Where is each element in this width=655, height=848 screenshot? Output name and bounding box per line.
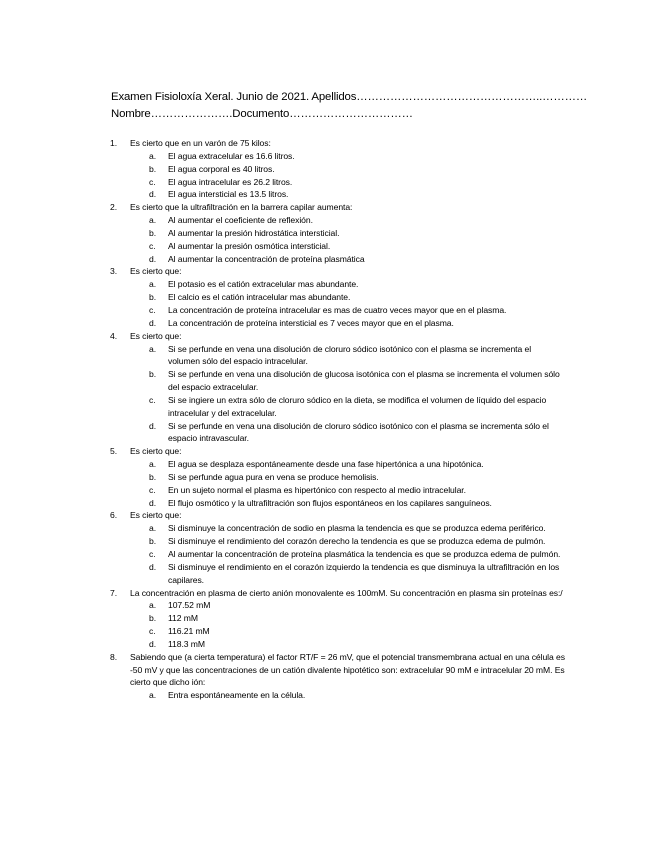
option-text: Al aumentar la concentración de proteína plasmática	[168, 253, 365, 264]
answer-options	[130, 343, 570, 446]
option-text: El agua corporal es 40 litros.	[168, 163, 275, 174]
answer-options	[130, 599, 570, 650]
answer-options	[130, 689, 570, 702]
answer-option	[130, 304, 570, 317]
question	[110, 587, 570, 651]
option-letter: a.	[149, 279, 157, 290]
answer-option	[130, 420, 570, 446]
option-text: El flujo osmótico y la ultrafiltración son flujos espontáneos en los capilares sanguíneos.	[168, 497, 492, 508]
option-text: 116.21 mM	[168, 626, 210, 637]
question-number: 6.	[110, 510, 118, 521]
answer-option	[130, 522, 570, 535]
question	[110, 201, 570, 265]
option-letter: d.	[149, 420, 157, 431]
option-text: Si disminuye la concentración de sodio en plasma la tendencia es que se produzca edema periférico.	[168, 523, 546, 534]
option-text: 118.3 mM	[168, 638, 205, 649]
option-letter: b.	[149, 227, 157, 238]
question	[110, 445, 570, 509]
option-text: Entra espontáneamente en la célula.	[168, 690, 306, 701]
option-letter: d.	[149, 317, 157, 328]
question-stem: Es cierto que:	[130, 330, 182, 341]
option-letter: a.	[149, 150, 157, 161]
answer-option	[130, 343, 570, 369]
option-text: Si se perfunde en vena una disolución de cloruro sódico isotónico con el plasma se incrementa sólo el espacio intravascular.	[168, 420, 549, 444]
option-text: Si se perfunde en vena una disolución de cloruro sódico isotónico con el plasma se incrementa el volumen sólo del espacio intracelular.	[168, 343, 532, 367]
option-text: En un sujeto normal el plasma es hipertónico con respecto al medio intracelular.	[168, 484, 466, 495]
option-text: Si disminuye el rendimiento en el corazón izquierdo la tendencia es que disminuya la ultrafiltración en los capilares.	[168, 561, 560, 585]
answer-option	[130, 497, 570, 510]
option-text: El agua intersticial es 13.5 litros.	[168, 189, 289, 200]
question	[110, 330, 570, 446]
option-letter: a.	[149, 600, 157, 611]
option-letter: c.	[149, 549, 156, 559]
answer-option	[130, 188, 570, 201]
option-letter: d.	[149, 189, 157, 200]
question-number: 1.	[110, 138, 118, 148]
answer-options	[130, 522, 570, 586]
question-number: 5.	[110, 446, 118, 457]
question	[110, 651, 570, 702]
option-letter: b.	[149, 163, 157, 174]
question-stem: Es cierto que la ultrafiltración en la barrera capilar aumenta:	[130, 202, 353, 213]
option-text: El agua intracelular es 26.2 litros.	[168, 176, 293, 187]
question-list	[110, 137, 570, 702]
option-letter: b.	[149, 613, 157, 624]
answer-option	[130, 163, 570, 176]
question-stem: Es cierto que:	[130, 446, 182, 457]
exam-header	[111, 89, 588, 123]
option-text: El potasio es el catión extracelular mas abundante.	[168, 279, 359, 290]
question-number: 2.	[110, 202, 118, 213]
option-text: Al aumentar la presión hidrostática intersticial.	[168, 227, 340, 238]
question	[110, 265, 570, 329]
answer-options	[130, 214, 570, 265]
option-letter: c.	[149, 484, 156, 495]
option-letter: d.	[149, 561, 157, 572]
option-text: Si se perfunde agua pura en vena se produce hemolisis.	[168, 471, 379, 482]
question	[110, 509, 570, 586]
option-text: Si se ingiere un extra sólo de cloruro sódico en la dieta, se modifica el volumen de líquido del espacio intracelular y del extracelular.	[168, 394, 547, 418]
answer-option	[130, 689, 570, 702]
option-letter: c.	[149, 394, 156, 405]
answer-option	[130, 240, 570, 253]
question-stem: Es cierto que:	[130, 510, 182, 521]
option-letter: d.	[149, 253, 157, 264]
option-text: La concentración de proteína intracelular es mas de cuatro veces mayor que en el plasma.	[168, 304, 507, 315]
question-number: 7.	[110, 587, 118, 598]
option-text: Al aumentar la presión osmótica intersticial.	[168, 240, 331, 251]
answer-option	[130, 471, 570, 484]
question	[110, 137, 570, 201]
answer-option	[130, 291, 570, 304]
option-letter: a.	[149, 523, 157, 534]
answer-option	[130, 638, 570, 651]
answer-option	[130, 484, 570, 497]
answer-option	[130, 214, 570, 227]
answer-option	[130, 625, 570, 638]
answer-options	[130, 458, 570, 509]
answer-options	[130, 278, 570, 329]
option-text: 107.52 mM	[168, 600, 211, 611]
option-text: La concentración de proteína intersticial es 7 veces mayor que en el plasma.	[168, 317, 454, 328]
option-letter: c.	[149, 304, 156, 315]
answer-option	[130, 394, 570, 420]
answer-option	[130, 599, 570, 612]
option-letter: b.	[149, 536, 157, 547]
option-text: El calcio es el catión intracelular mas abundante.	[168, 292, 351, 303]
answer-option	[130, 253, 570, 266]
answer-option	[130, 612, 570, 625]
header-title-line: Examen Fisioloxía Xeral. Junio de 2021. Apellidos…………………………………………..…………	[111, 91, 588, 103]
option-text: Al aumentar el coeficiente de reflexión.	[168, 215, 313, 226]
option-letter: a.	[149, 343, 157, 354]
option-letter: d.	[149, 638, 157, 649]
option-letter: b.	[149, 369, 157, 380]
header-name-line: Nombre………………….Documento……………………………	[111, 108, 413, 120]
option-letter: c.	[149, 240, 156, 251]
answer-option	[130, 368, 570, 394]
option-letter: b.	[149, 292, 157, 303]
answer-option	[130, 535, 570, 548]
answer-options	[130, 150, 570, 201]
option-text: Si se perfunde en vena una disolución de glucosa isotónica con el plasma se incrementa el volumen sólo del espacio extracelular.	[168, 369, 560, 393]
answer-option	[130, 317, 570, 330]
answer-option	[130, 548, 570, 561]
option-letter: a.	[149, 215, 157, 226]
option-letter: a.	[149, 459, 157, 470]
question-number: 3.	[110, 266, 118, 277]
option-letter: b.	[149, 471, 157, 482]
option-text: 112 mM	[168, 613, 198, 624]
option-text: El agua se desplaza espontáneamente desde una fase hipertónica a una hipotónica.	[168, 459, 484, 470]
question-stem: Es cierto que en un varón de 75 kilos:	[130, 138, 271, 148]
question-stem: Sabiendo que (a cierta temperatura) el factor RT/F = 26 mV, que el potencial transmembrana actual en una célula es -50 mV y que las concentraciones de un catión divalente hipotético son: extracelular 90 mM e intracelular 20 mM. Es cierto que dicho ión:	[130, 651, 565, 688]
question-number: 8.	[110, 651, 118, 662]
answer-option	[130, 561, 570, 587]
option-text: Al aumentar la concentración de proteína plasmática la tendencia es que se produzca edema de pulmón.	[168, 549, 561, 559]
answer-option	[130, 150, 570, 163]
option-text: Si disminuye el rendimiento del corazón derecho la tendencia es que se produzca edema de pulmón.	[168, 536, 546, 547]
option-letter: d.	[149, 497, 157, 508]
option-letter: c.	[149, 176, 156, 187]
question-stem: La concentración en plasma de cierto anión monovalente es 100mM. Su concentración en plasma sin proteínas es:/	[130, 587, 563, 598]
answer-option	[130, 458, 570, 471]
option-letter: a.	[149, 690, 157, 701]
question-number: 4.	[110, 330, 118, 341]
option-text: El agua extracelular es 16.6 litros.	[168, 150, 295, 161]
option-letter: c.	[149, 626, 156, 637]
answer-option	[130, 176, 570, 189]
answer-option	[130, 227, 570, 240]
question-stem: Es cierto que:	[130, 266, 182, 277]
answer-option	[130, 278, 570, 291]
